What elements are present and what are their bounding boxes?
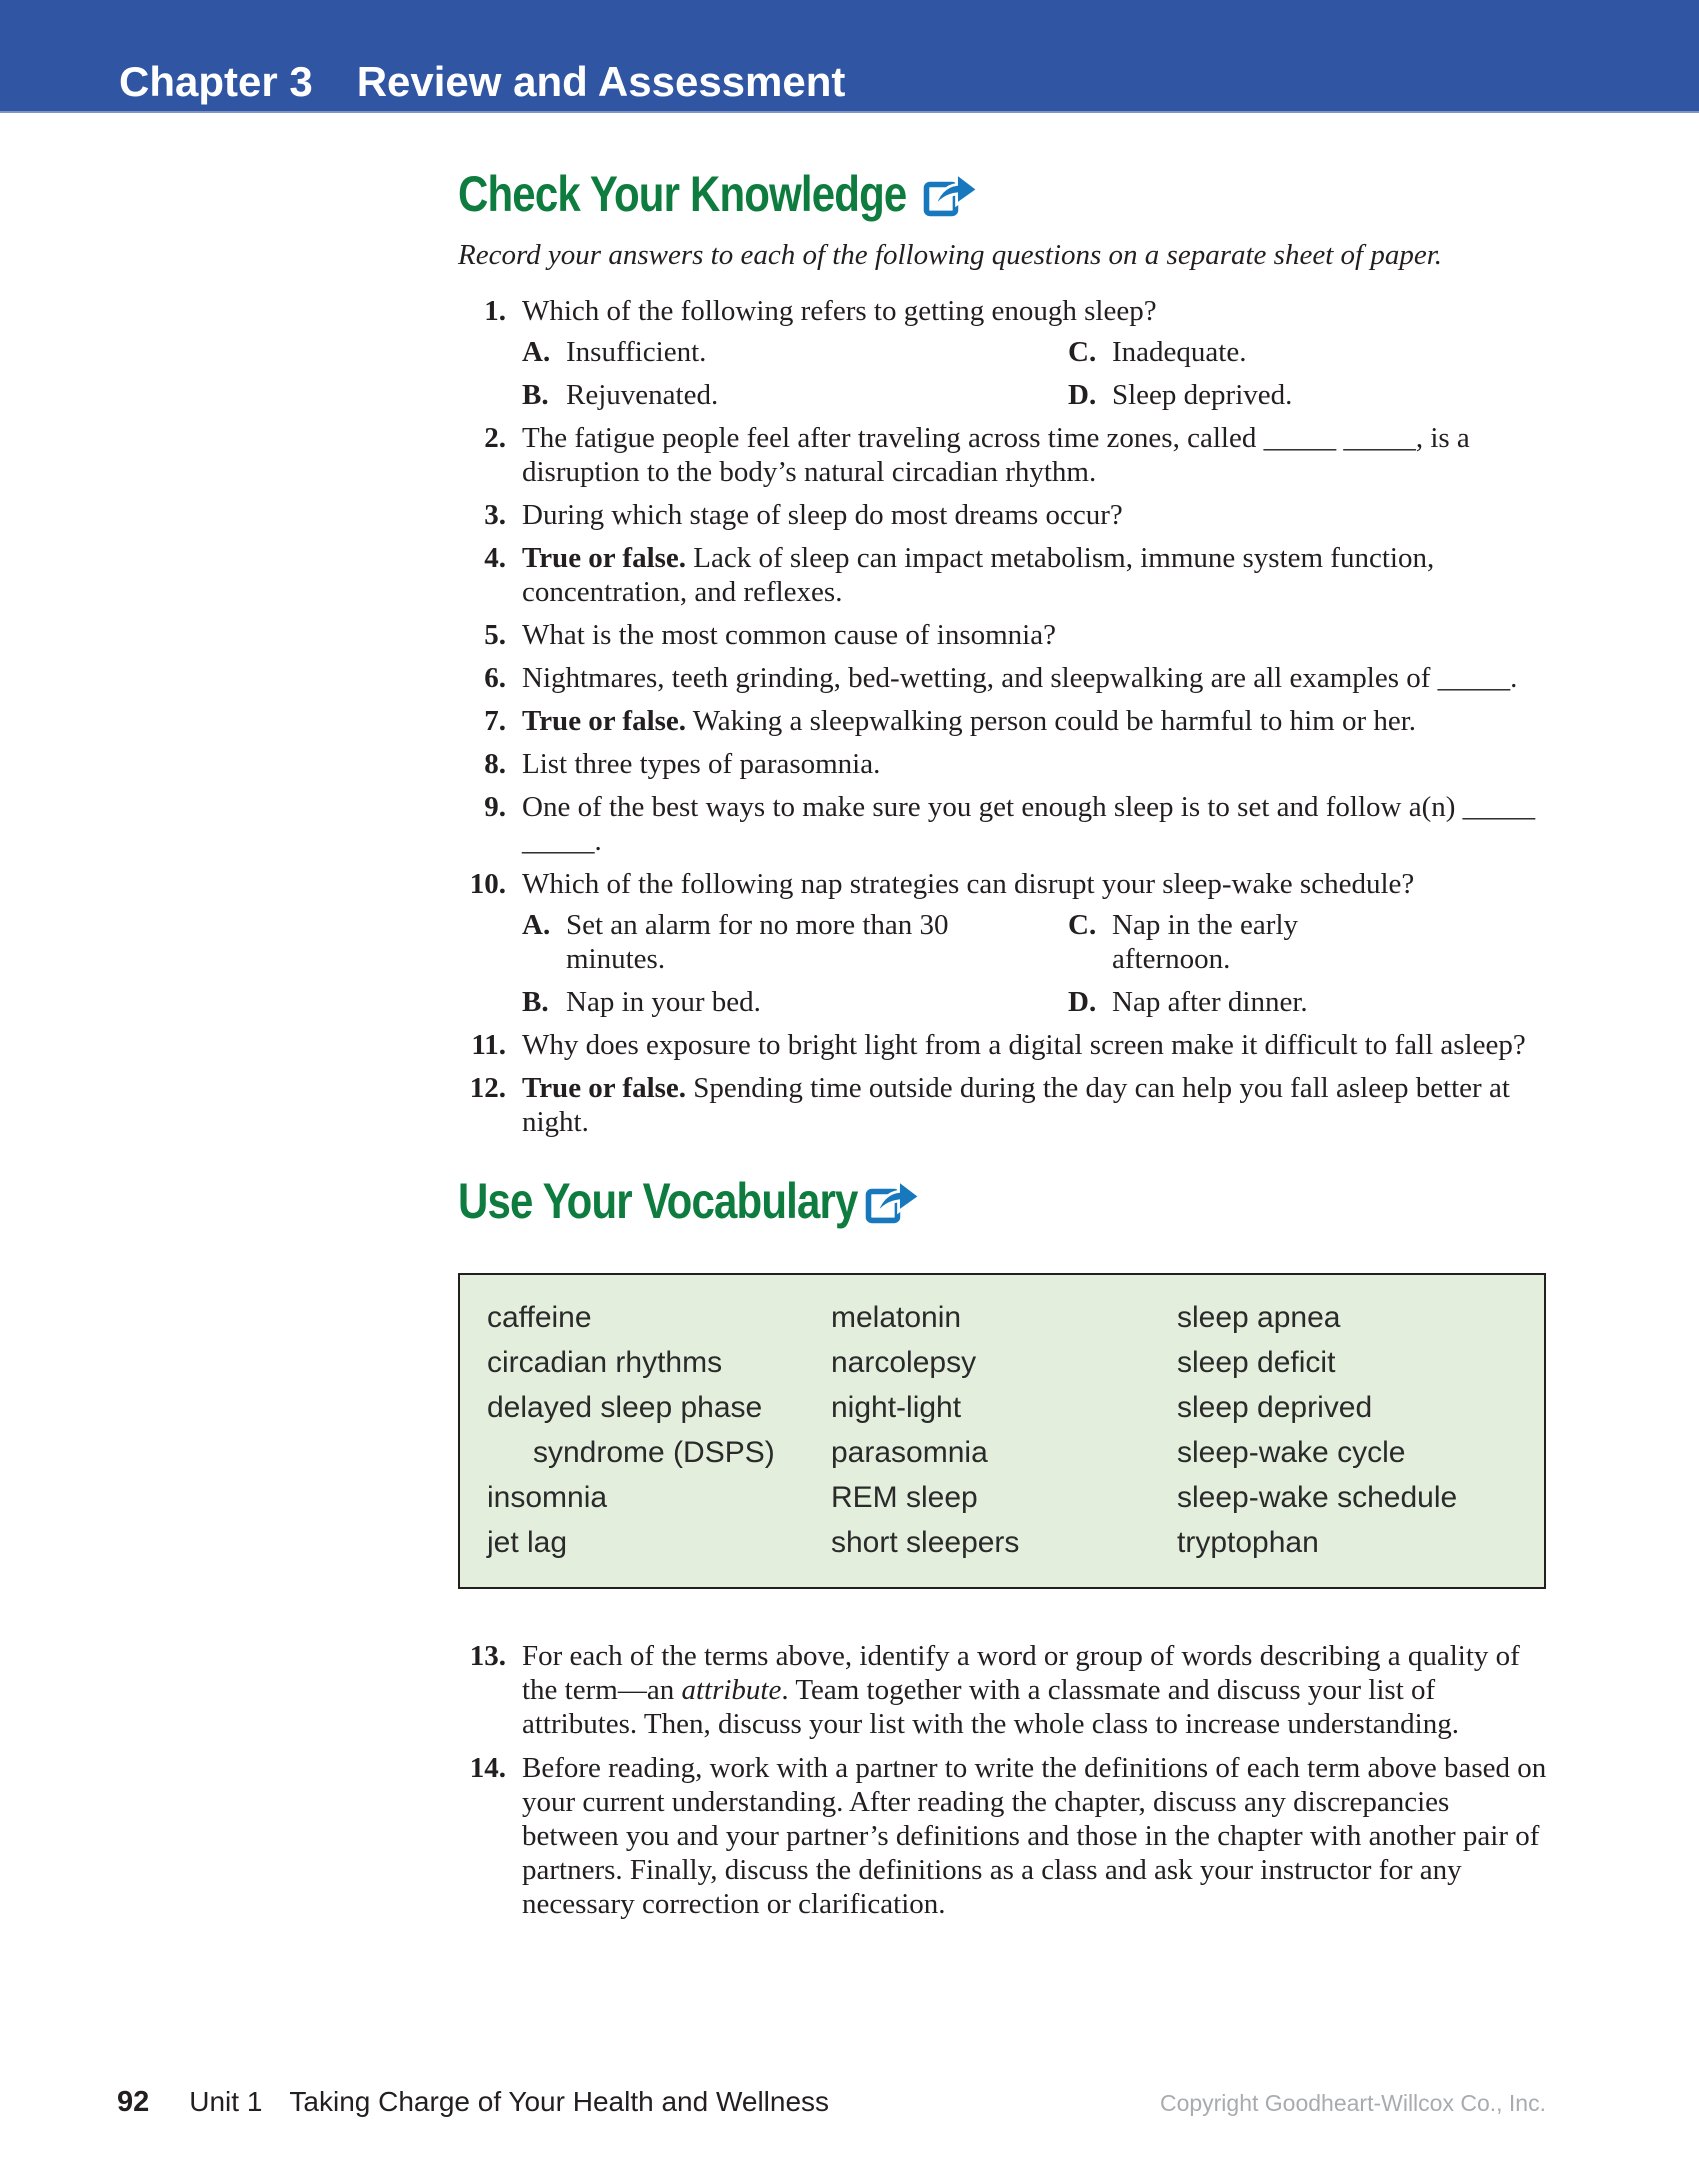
vocabulary-term: night-light [831,1391,962,1424]
question-item [458,747,1552,781]
page-content [458,166,1552,1931]
external-link-icon[interactable] [922,170,980,219]
vocabulary-term: insomnia [487,1481,608,1514]
answer-option-b [522,378,1068,412]
question-text [522,1639,1552,1741]
question-text [522,704,1552,738]
option-label: D. [1068,986,1097,1018]
chapter-title: Review and Assessment [356,58,846,105]
vocabulary-term: REM sleep [831,1481,978,1514]
question-text-part: Lack of sleep can impact metabolism, immune system function, concentration, and reflexes. [522,542,1435,608]
vocabulary-term: short sleepers [831,1526,1020,1559]
vocabulary-column [1177,1295,1524,1565]
option-text: Nap in your bed. [566,986,761,1018]
page-footer [117,2086,1546,2119]
question-text-part: Waking a sleepwalking person could be harmful to him or her. [686,705,1417,737]
answer-options [522,908,1552,1019]
question-text-part: List three types of parasomnia. [522,748,881,780]
answer-option-b [522,985,1068,1019]
question-text [522,790,1552,858]
question-number: 4. [484,542,506,574]
option-label: C. [1068,909,1097,941]
question-item [458,1071,1552,1139]
answer-option-d [1068,378,1552,412]
option-text: Sleep deprived. [1112,379,1293,411]
vocabulary-term: jet lag [487,1526,568,1559]
question-number: 9. [484,791,506,823]
use-your-vocabulary-question-list [458,1639,1552,1921]
vocabulary-term: circadian rhythms [487,1346,723,1379]
question-item [458,618,1552,652]
option-text: Nap in the early afternoon. [1112,909,1299,975]
question-text-part: Before reading, work with a partner to write the definitions of each term above based on your current understanding. After reading the chapter, discuss any discrepancies between you and your partner’s definitions and those in the chapter with another pair of partners. Finally, discuss the definitions as a class and ask your instructor for any necessary correction or clarification. [522,1752,1547,1920]
question-text-part: What is the most common cause of insomnia? [522,619,1056,651]
question-number: 5. [484,619,506,651]
option-label: A. [522,909,551,941]
vocabulary-term: sleep deficit [1177,1346,1336,1379]
question-item [458,704,1552,738]
vocabulary-term: tryptophan [1177,1526,1319,1559]
question-number: 8. [484,748,506,780]
chapter-header-bar [0,0,1699,113]
question-number: 6. [484,662,506,694]
check-your-knowledge-question-list [458,294,1552,1139]
question-item [458,1028,1552,1062]
question-text [522,618,1552,652]
question-number: 13. [469,1640,506,1672]
question-number: 11. [471,1029,506,1061]
bold-lead-in: True or false. [522,542,687,574]
vocabulary-term: sleep deprived [1177,1391,1373,1424]
answer-option-a [522,908,1068,976]
option-text: Inadequate. [1112,336,1247,368]
question-item [458,1751,1552,1921]
unit-title: Taking Charge of Your Health and Wellness [289,2086,830,2117]
question-item [458,294,1552,412]
option-label: A. [522,336,551,368]
question-text [522,867,1552,1019]
question-item [458,867,1552,1019]
option-text: Set an alarm for no more than 30 minutes. [566,909,949,975]
vocabulary-term: sleep-wake schedule [1177,1481,1458,1514]
copyright-notice: Copyright Goodheart-Willcox Co., Inc. [1159,2090,1546,2116]
chapter-header-text [119,58,846,105]
question-item [458,498,1552,532]
unit-label: Unit 1 [189,2086,263,2117]
question-text [522,747,1552,781]
question-number: 12. [469,1072,506,1104]
section-heading-text: Use Your Vocabulary [458,1173,858,1229]
question-item [458,790,1552,858]
question-number: 3. [484,499,506,531]
option-label: B. [522,986,549,1018]
question-text-part: . Team together with a classmate and discuss your list of attributes. Then, discuss your list with the whole class to increase understanding. [522,1674,1459,1740]
section-heading-check-your-knowledge [458,166,1552,222]
vocabulary-column [487,1295,831,1565]
answer-option-a [522,335,1068,369]
answer-option-c [1068,908,1552,976]
question-item [458,1639,1552,1741]
vocabulary-term: parasomnia [831,1436,988,1469]
question-number: 14. [469,1752,506,1784]
question-item [458,421,1552,489]
vocabulary-column [831,1295,1177,1565]
vocabulary-box [458,1273,1546,1589]
question-number: 10. [469,868,506,900]
vocabulary-term: caffeine [487,1301,592,1334]
question-text [522,1071,1552,1139]
question-number: 7. [484,705,506,737]
instructions-text: Record your answers to each of the following questions on a separate sheet of paper. [458,239,1443,271]
page-number: 92 [117,2086,150,2118]
vocabulary-term: narcolepsy [831,1346,977,1379]
bold-lead-in: True or false. [522,705,687,737]
question-number: 2. [484,422,506,454]
bold-lead-in: True or false. [522,1072,687,1104]
option-label: C. [1068,336,1097,368]
question-text-part: Which of the following refers to getting enough sleep? [522,295,1157,327]
section-heading-use-your-vocabulary [458,1173,1552,1229]
option-label: B. [522,379,549,411]
question-text-part: Which of the following nap strategies can disrupt your sleep-wake schedule? [522,868,1415,900]
question-item [458,541,1552,609]
question-text [522,661,1552,695]
question-text-part: The fatigue people feel after traveling across time zones, called _____ _____, is a disruption to the body’s natural circadian rhythm. [522,422,1470,488]
question-text [522,421,1552,489]
question-number: 1. [484,295,506,327]
question-text-part: Spending time outside during the day can help you fall asleep better at night. [522,1072,1510,1138]
vocabulary-term: delayed sleep phase syndrome (DSPS) [487,1391,775,1469]
question-text [522,294,1552,412]
question-item [458,661,1552,695]
question-text [522,541,1552,609]
answer-options [522,335,1552,412]
italic-term: attribute [681,1674,782,1706]
section-heading-text: Check Your Knowledge [458,166,907,222]
answer-option-c [1068,335,1552,369]
vocabulary-term: sleep apnea [1177,1301,1341,1334]
question-text [522,498,1552,532]
question-text [522,1028,1552,1062]
vocabulary-term: melatonin [831,1301,962,1334]
option-text: Rejuvenated. [566,379,719,411]
option-label: D. [1068,379,1097,411]
question-text-part: During which stage of sleep do most dreams occur? [522,499,1123,531]
chapter-number: Chapter 3 [119,58,313,105]
vocabulary-term: sleep-wake cycle [1177,1436,1406,1469]
option-text: Nap after dinner. [1112,986,1308,1018]
external-link-icon[interactable] [864,1177,922,1226]
question-text-part: Nightmares, teeth grinding, bed-wetting, and sleepwalking are all examples of _____. [522,662,1518,694]
question-text-part: For each of the terms above, identify a word or group of words describing a quality of the term—an [522,1640,1520,1706]
question-text-part: Why does exposure to bright light from a digital screen make it difficult to fall asleep? [522,1029,1526,1061]
option-text: Insufficient. [566,336,707,368]
question-text-part: One of the best ways to make sure you get enough sleep is to set and follow a(n) _____ _____. [522,791,1536,857]
answer-option-d [1068,985,1552,1019]
question-text [522,1751,1552,1921]
